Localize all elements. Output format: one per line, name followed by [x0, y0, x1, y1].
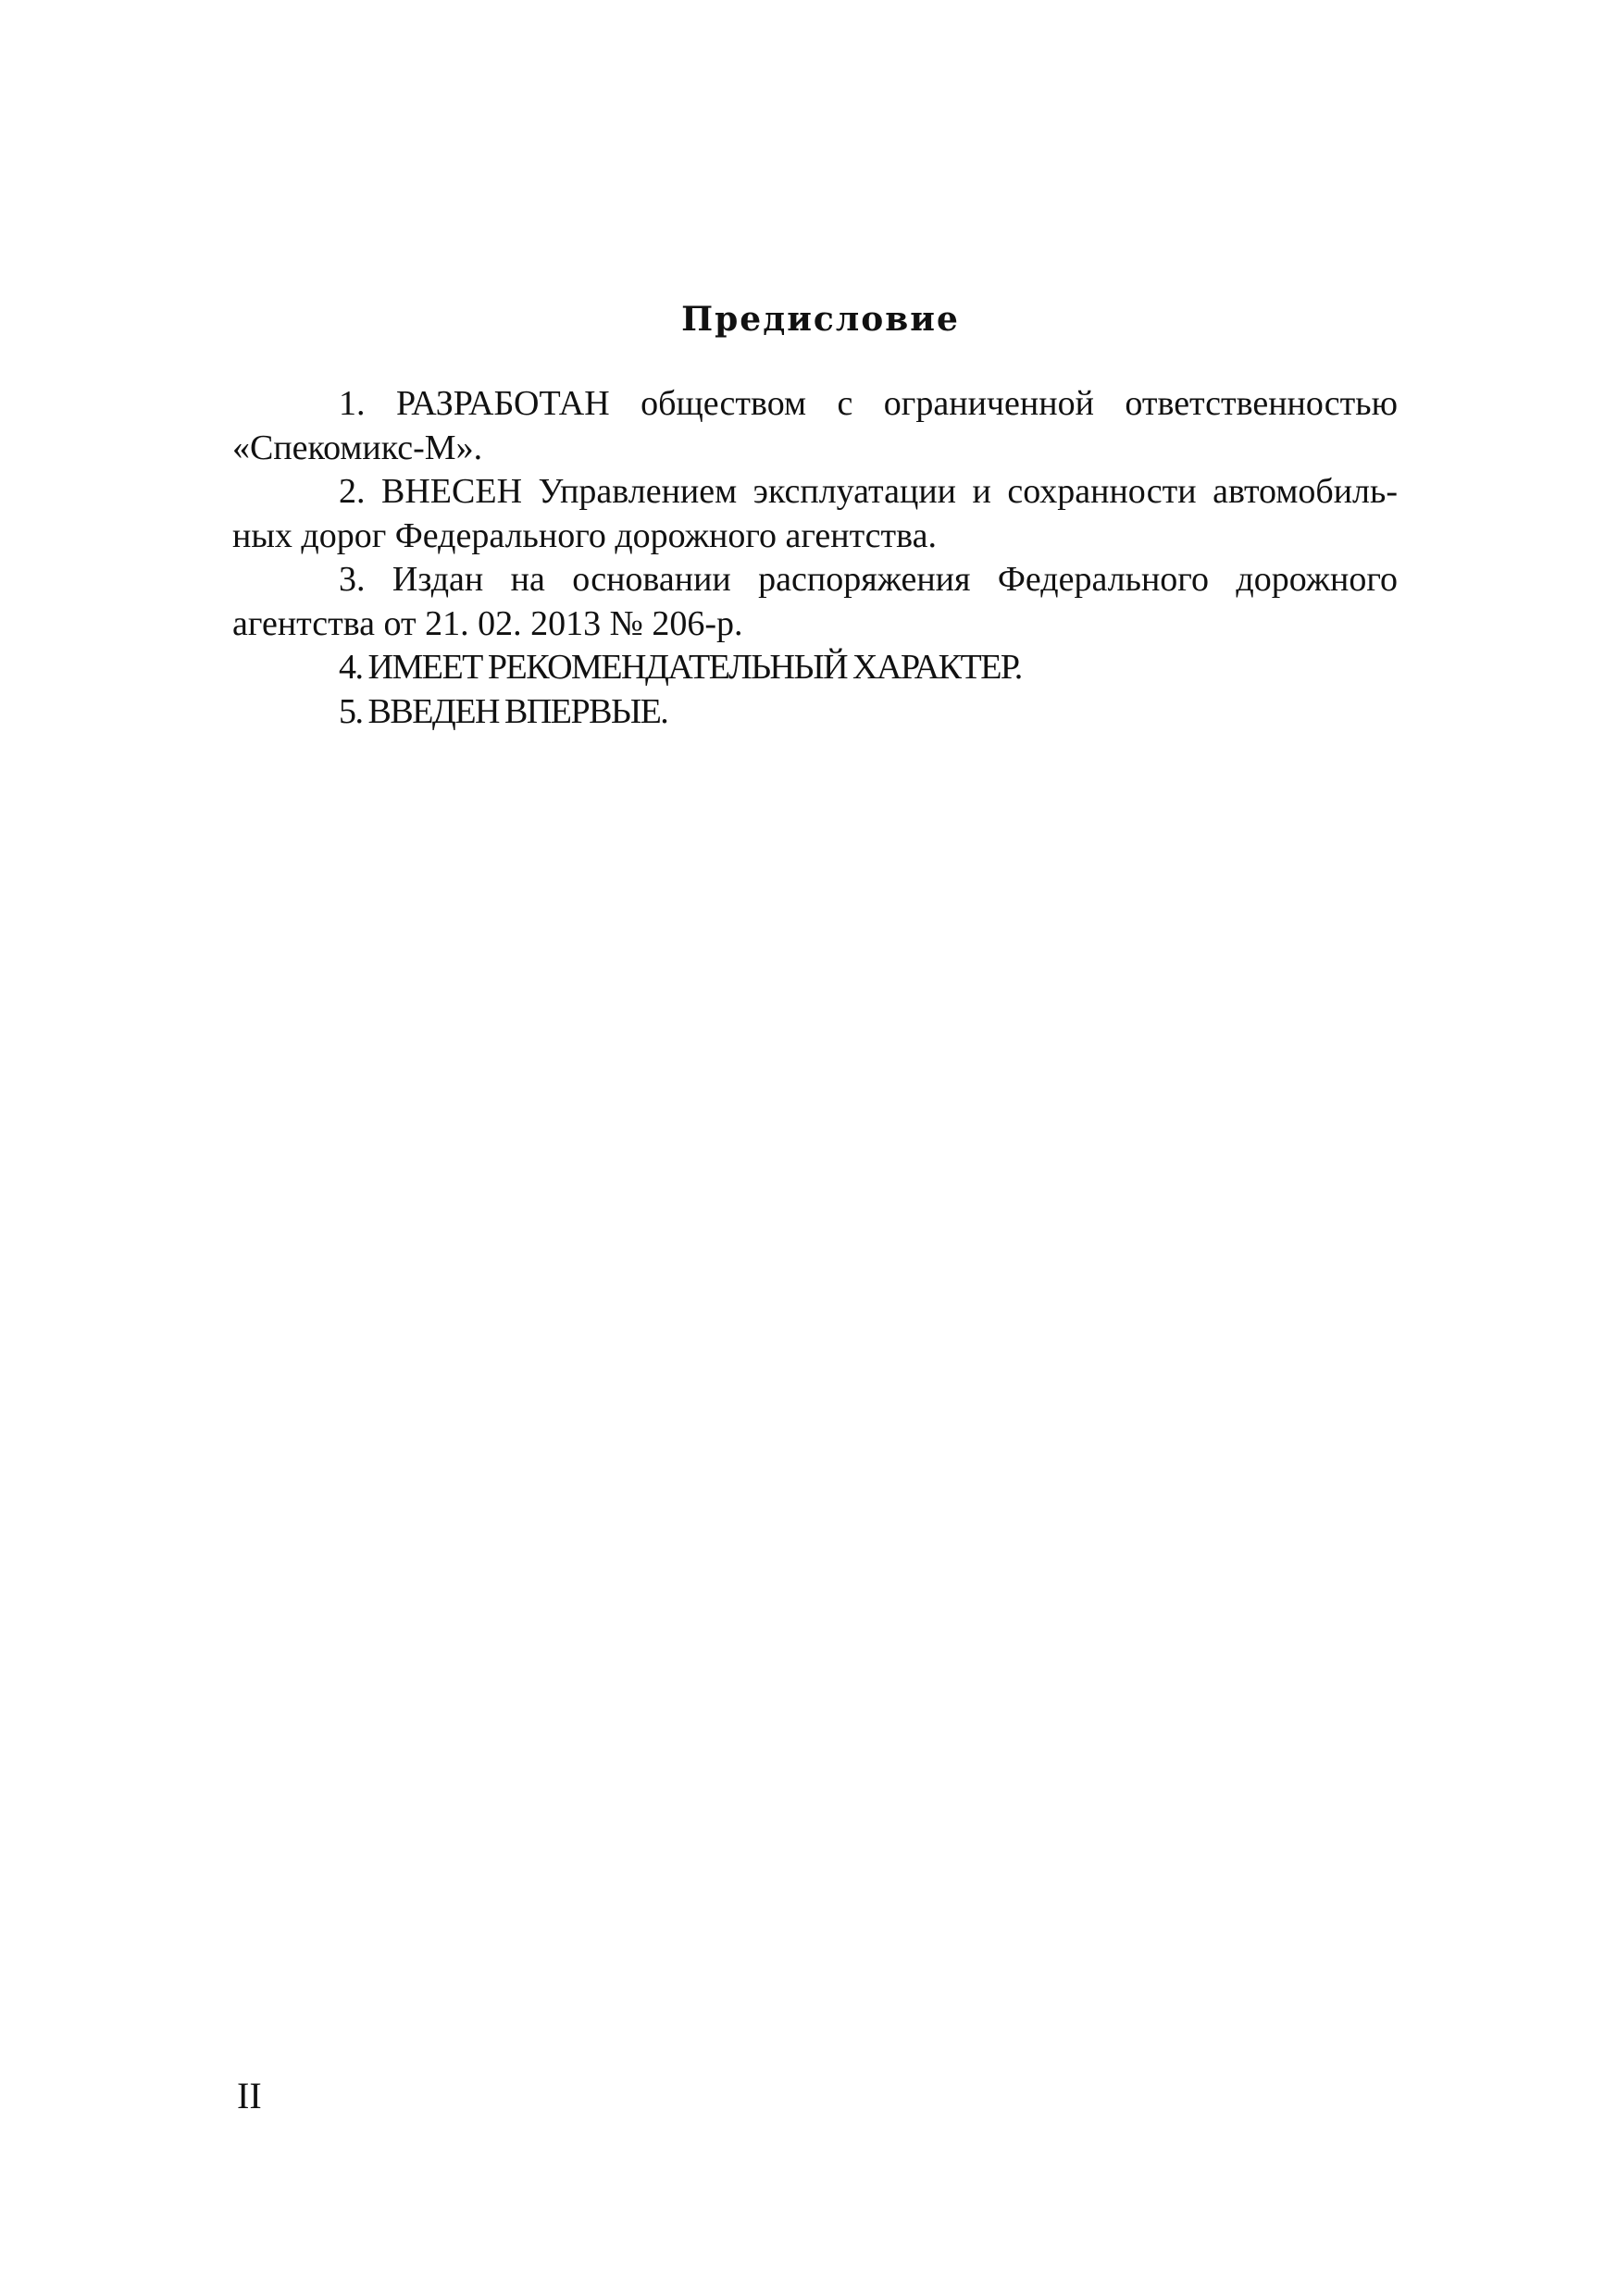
preface-item-submitted: 2. ВНЕСЕН Управлением эксплуатации и сохранности автомобильных дорог Федерального дорожного агентства. [232, 472, 1398, 555]
page-title: Предисловие [681, 300, 960, 339]
preface-items [232, 382, 1398, 734]
preface-item-first-introduced: 5. ВВЕДЕН ВПЕРВЫЕ. [339, 691, 668, 731]
preface-item-recommendatory: 4. ИМЕЕТ РЕКОМЕНДАТЕЛЬНЫЙ ХАРАКТЕР. [339, 648, 1022, 687]
preface-item-issued: 3. Издан на основании распоряжения Федерального дорожного агентства от 21. 02. 2013 № 206-р. [232, 560, 1398, 643]
preface-section [232, 287, 1398, 734]
preface-item-developed: 1. РАЗРАБОТАН обществом с ограниченной ответственностью «Спекомикс-М». [232, 384, 1398, 467]
page-number: II [237, 2075, 262, 2116]
